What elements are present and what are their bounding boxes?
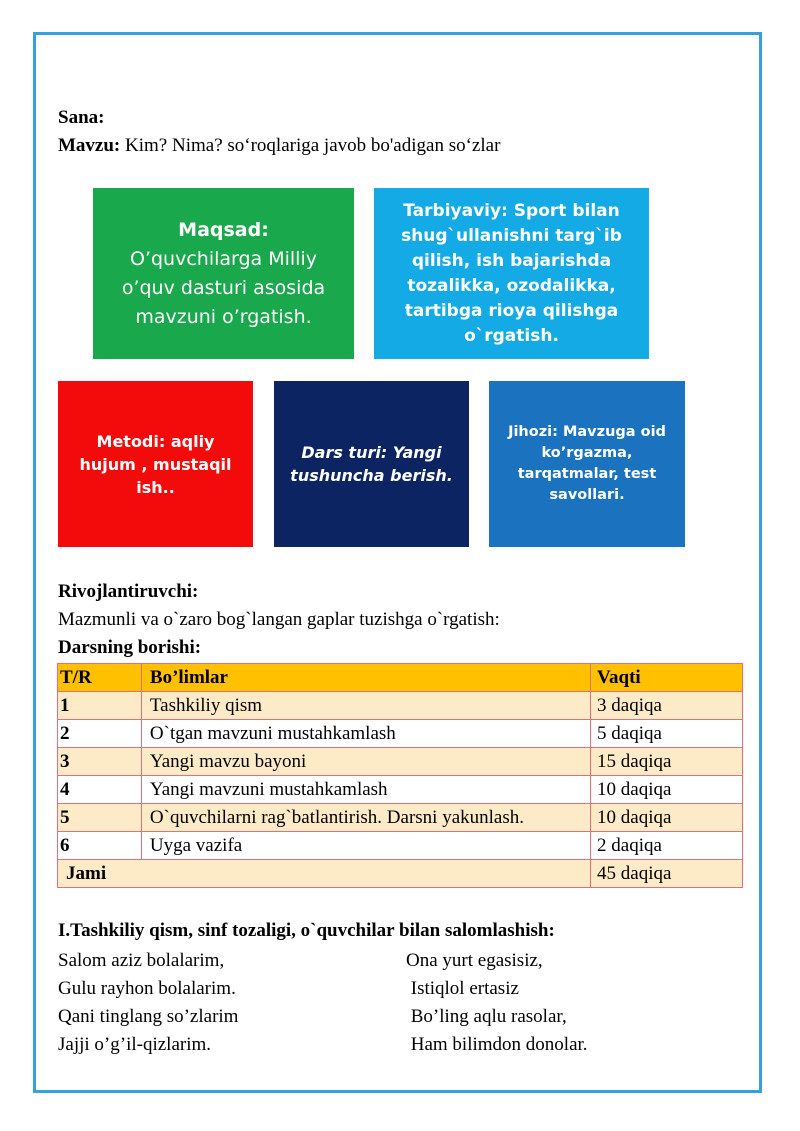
table-row	[58, 776, 743, 804]
table-row	[58, 720, 743, 748]
row-time: 10 daqiqa	[591, 776, 743, 804]
poem-right-column	[406, 947, 588, 1059]
poem-line: Salom aziz bolalarim,	[58, 950, 225, 971]
row-time: 10 daqiqa	[591, 804, 743, 832]
table-row	[58, 832, 743, 860]
poem-line: Jajji o’g’il-qizlarim.	[58, 1034, 212, 1055]
lesson-type-box	[274, 381, 469, 547]
row-section: O`tgan mavzuni mustahkamlash	[141, 720, 590, 748]
row-number: 2	[58, 720, 142, 748]
goal-title: Maqsad:	[178, 218, 269, 241]
table-row	[58, 692, 743, 720]
poem-line: Istiqlol ertasiz	[406, 978, 519, 999]
row-number: 3	[58, 748, 142, 776]
topic-line	[58, 134, 500, 158]
table-row	[58, 804, 743, 832]
poem-line: Ona yurt egasisiz,	[406, 950, 543, 971]
equipment-box	[489, 381, 685, 547]
poem-line: Gulu rayhon bolalarim.	[58, 978, 236, 999]
row-section: Yangi mavzu bayoni	[141, 748, 590, 776]
row-section: Yangi mavzuni mustahkamlash	[141, 776, 590, 804]
educational-text: Tarbiyaviy: Sport bilan shug`ullanishni targ`ib qilish, ish bajarishda tozalikka, ozodalikka, tartibga rioya qilishga o`rgatish.	[401, 200, 622, 346]
developmental-text: Mazmunli va o`zaro bog`langan gaplar tuzishga o`rgatish:	[58, 609, 500, 630]
row-section: Uyga vazifa	[141, 832, 590, 860]
equipment-text: Jihozi: Mavzuga oid ko’rgazma, tarqatmalar, test savollari.	[508, 424, 666, 503]
total-label: Jami	[58, 860, 591, 888]
topic-text: Kim? Nima? so‘roqlariga javob bo'adigan so‘zlar	[120, 135, 501, 156]
topic-label: Mavzu:	[58, 135, 121, 156]
row-time: 15 daqiqa	[591, 748, 743, 776]
row-time: 2 daqiqa	[591, 832, 743, 860]
date-label: Sana:	[58, 107, 105, 128]
row-number: 4	[58, 776, 142, 804]
method-text: Metodi: aqliy hujum , mustaqil ish..	[79, 431, 232, 497]
lesson-type-text: Dars turi: Yangi tushuncha berish.	[290, 443, 453, 485]
educational-box	[374, 188, 649, 359]
row-section: Tashkiliy qism	[141, 692, 590, 720]
poem-line: Bo’ling aqlu rasolar,	[406, 1006, 567, 1027]
poem-line: Qani tinglang so’zlarim	[58, 1006, 239, 1027]
section-1-title: I.Tashkiliy qism, sinf tozaligi, o`quvchilar bilan salomlashish:	[58, 920, 555, 941]
poem-left-column	[58, 947, 238, 1059]
table-row	[58, 748, 743, 776]
table-header-row	[58, 664, 743, 692]
lesson-progress-label: Darsning borishi:	[58, 637, 202, 658]
row-number: 5	[58, 804, 142, 832]
table-total-row	[58, 860, 743, 888]
header-tr: T/R	[58, 664, 142, 692]
header-time: Vaqti	[591, 664, 743, 692]
lesson-plan-table	[57, 663, 743, 888]
method-box	[58, 381, 253, 547]
goal-box	[93, 188, 354, 359]
row-number: 1	[58, 692, 142, 720]
goal-body: O’quvchilarga Milliy o’quv dasturi asosida mavzuni o’rgatish.	[121, 247, 326, 328]
developmental-label: Rivojlantiruvchi:	[58, 581, 199, 602]
header-sections: Bo’limlar	[141, 664, 590, 692]
poem-line: Ham bilimdon donolar.	[406, 1034, 588, 1055]
row-time: 3 daqiqa	[591, 692, 743, 720]
row-time: 5 daqiqa	[591, 720, 743, 748]
row-section: O`quvchilarni rag`batlantirish. Darsni yakunlash.	[141, 804, 590, 832]
total-value: 45 daqiqa	[591, 860, 743, 888]
row-number: 6	[58, 832, 142, 860]
